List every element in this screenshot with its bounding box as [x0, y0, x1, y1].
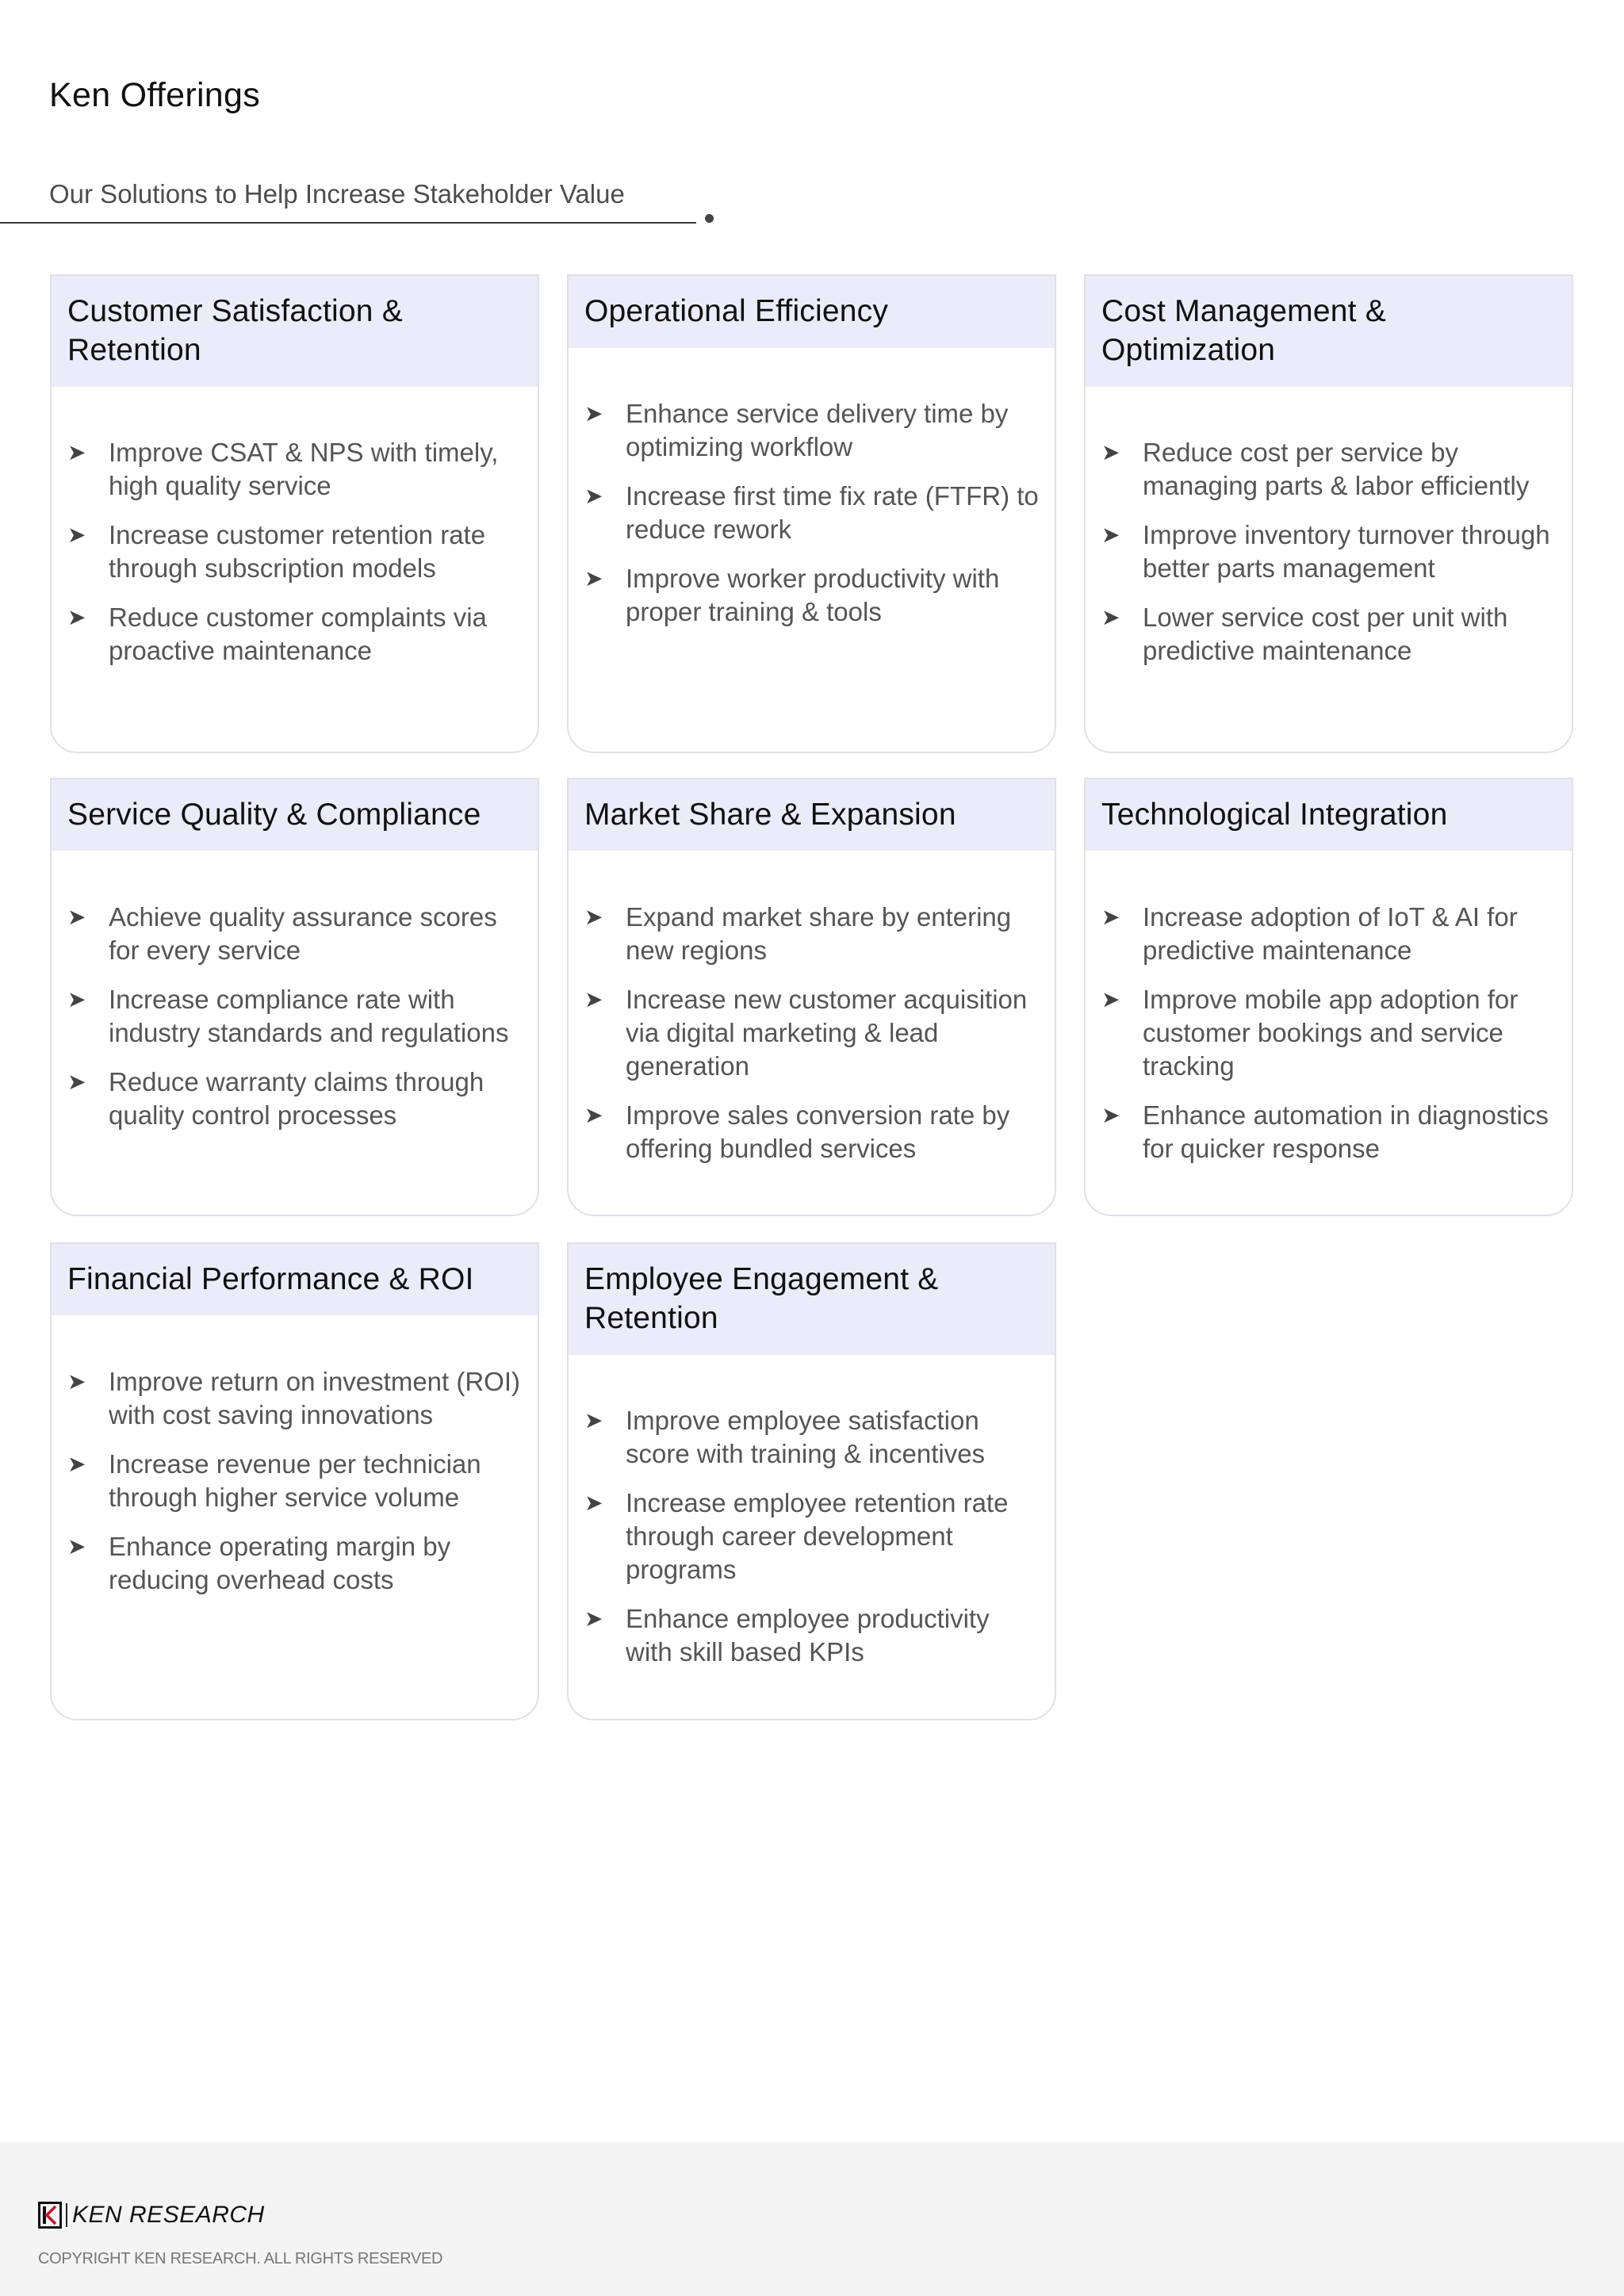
list-item: ➤ Increase compliance rate with industry standards and regulations — [67, 985, 509, 1047]
card-title: Employee Engagement & Retention — [584, 1262, 939, 1335]
card-header — [569, 276, 1055, 348]
card-title: Service Quality & Compliance — [67, 798, 481, 832]
card-header — [52, 276, 538, 387]
subtitle-divider — [0, 222, 696, 224]
arrow-bullet-icon: ➤ — [1101, 905, 1120, 929]
list-item: ➤ Increase new customer acquisition via digital marketing & lead generation — [584, 985, 1028, 1081]
offering-card-customer-satisfaction — [50, 274, 539, 753]
arrow-bullet-icon: ➤ — [584, 987, 603, 1012]
ken-research-logo — [38, 2202, 265, 2229]
list-item: ➤ Reduce warranty claims through quality control processes — [67, 1067, 485, 1130]
list-item: ➤ Improve mobile app adoption for customer bookings and service tracking — [1101, 985, 1519, 1081]
offering-card-financial-performance — [50, 1242, 539, 1720]
arrow-bullet-icon: ➤ — [67, 1534, 86, 1559]
ken-logo-mark-icon — [38, 2202, 62, 2229]
list-item: ➤ Increase customer retention rate through subscription models — [67, 520, 486, 583]
arrow-bullet-icon: ➤ — [584, 1103, 603, 1127]
list-item: ➤ Enhance service delivery time by optimizing workflow — [584, 399, 1009, 461]
arrow-bullet-icon: ➤ — [1101, 605, 1120, 629]
arrow-bullet-icon: ➤ — [1101, 522, 1120, 547]
arrow-bullet-icon: ➤ — [584, 1408, 603, 1433]
arrow-bullet-icon: ➤ — [67, 605, 86, 629]
logo-text: KEN RESEARCH — [72, 2202, 265, 2228]
arrow-bullet-icon: ➤ — [584, 566, 603, 591]
arrow-bullet-icon: ➤ — [67, 1452, 86, 1476]
offering-card-operational-efficiency — [567, 274, 1056, 753]
arrow-bullet-icon: ➤ — [67, 905, 86, 929]
list-item: ➤ Lower service cost per unit with predictive maintenance — [1101, 603, 1508, 665]
list-item: ➤ Improve employee satisfaction score with training & incentives — [584, 1406, 986, 1468]
arrow-bullet-icon: ➤ — [67, 522, 86, 547]
list-item: ➤ Reduce customer complaints via proactive maintenance — [67, 603, 487, 665]
page-title: Ken Offerings — [49, 76, 261, 114]
card-header — [569, 779, 1055, 851]
list-item: ➤ Reduce cost per service by managing parts & labor efficiently — [1101, 438, 1530, 500]
card-header — [1086, 779, 1572, 851]
list-item: ➤ Improve return on investment (ROI) with cost saving innovations — [67, 1367, 521, 1429]
copyright-text: COPYRIGHT KEN RESEARCH. ALL RIGHTS RESERVED — [38, 2250, 443, 2267]
list-item: ➤ Enhance employee productivity with skill based KPIs — [584, 1604, 990, 1667]
arrow-bullet-icon: ➤ — [67, 1070, 86, 1094]
list-item: ➤ Enhance operating margin by reducing overhead costs — [67, 1532, 451, 1594]
list-item: ➤ Expand market share by entering new regions — [584, 902, 1012, 965]
logo-separator — [66, 2203, 67, 2227]
list-item: ➤ Enhance automation in diagnostics for quicker response — [1101, 1100, 1549, 1163]
card-header — [52, 1244, 538, 1315]
page-subtitle: Our Solutions to Help Increase Stakeholder Value — [49, 179, 625, 209]
arrow-bullet-icon: ➤ — [1101, 440, 1120, 465]
list-item: ➤ Increase adoption of IoT & AI for predictive maintenance — [1101, 902, 1518, 965]
list-item: ➤ Improve inventory turnover through better parts management — [1101, 520, 1550, 583]
list-item: ➤ Achieve quality assurance scores for every service — [67, 902, 497, 965]
offering-card-technological-integration — [1084, 778, 1573, 1216]
arrow-bullet-icon: ➤ — [584, 905, 603, 929]
arrow-bullet-icon: ➤ — [67, 440, 86, 465]
divider-dot — [705, 214, 714, 223]
card-title: Market Share & Expansion — [584, 798, 956, 832]
arrow-bullet-icon: ➤ — [584, 1490, 603, 1515]
offering-card-employee-engagement — [567, 1242, 1056, 1720]
card-header — [1086, 276, 1572, 387]
list-item: ➤ Improve worker productivity with proper training & tools — [584, 564, 1000, 626]
arrow-bullet-icon: ➤ — [67, 1369, 86, 1394]
offering-card-cost-management — [1084, 274, 1573, 753]
list-item: ➤ Increase employee retention rate through career development programs — [584, 1488, 1009, 1584]
arrow-bullet-icon: ➤ — [67, 987, 86, 1012]
card-title: Technological Integration — [1101, 798, 1448, 832]
arrow-bullet-icon: ➤ — [584, 401, 603, 426]
list-item: ➤ Increase revenue per technician through higher service volume — [67, 1449, 481, 1512]
offering-card-service-quality — [50, 778, 539, 1216]
card-title: Cost Management & Optimization — [1101, 294, 1386, 367]
list-item: ➤ Increase first time fix rate (FTFR) to reduce rework — [584, 481, 1039, 544]
arrow-bullet-icon: ➤ — [1101, 1103, 1120, 1127]
list-item: ➤ Improve CSAT & NPS with timely, high quality service — [67, 438, 499, 500]
page-footer — [0, 2142, 1624, 2296]
card-title: Operational Efficiency — [584, 294, 889, 328]
card-title: Financial Performance & ROI — [67, 1262, 474, 1296]
arrow-bullet-icon: ➤ — [584, 484, 603, 508]
offering-card-market-share — [567, 778, 1056, 1216]
arrow-bullet-icon: ➤ — [1101, 987, 1120, 1012]
card-header — [569, 1244, 1055, 1355]
arrow-bullet-icon: ➤ — [584, 1606, 603, 1631]
card-title: Customer Satisfaction & Retention — [67, 294, 403, 367]
card-header — [52, 779, 538, 851]
list-item: ➤ Improve sales conversion rate by offering bundled services — [584, 1100, 1010, 1163]
